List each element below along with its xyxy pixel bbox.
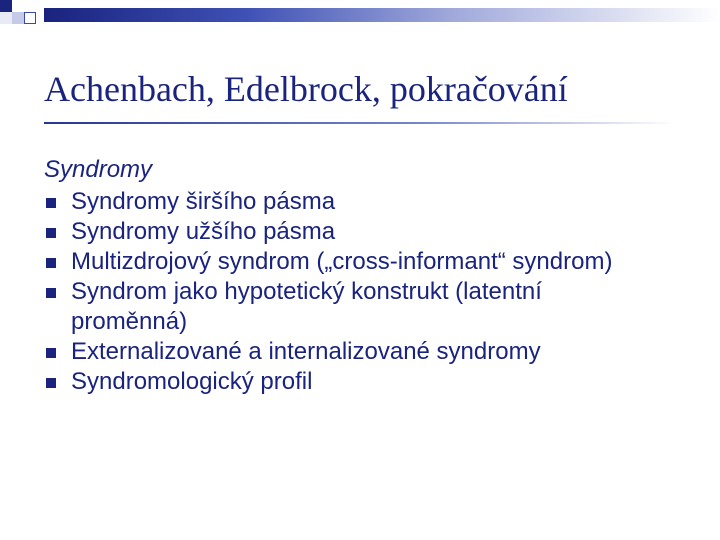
list-item [44, 247, 664, 277]
header-gradient-bar [44, 8, 720, 22]
corner-square [12, 12, 24, 24]
list-item-text: Externalizované a internalizované syndromy [71, 338, 541, 365]
list-item [44, 217, 664, 247]
list-item [44, 367, 664, 397]
list-item-text: Syndromy užšího pásma [71, 218, 336, 245]
list-item-text: Syndrom jako hypotetický konstrukt (latentní proměnná) [71, 278, 542, 335]
list-item-text: Syndromy širšího pásma [71, 188, 336, 215]
list-item [44, 337, 664, 367]
list-item-text: Syndromologický profil [71, 368, 313, 395]
list-item [44, 187, 664, 217]
slide-title: Achenbach, Edelbrock, pokračování [44, 69, 568, 109]
slide-body [44, 155, 664, 397]
corner-square [12, 0, 24, 12]
title-divider [44, 122, 676, 124]
section-subtitle: Syndromy [44, 156, 153, 183]
list-item [44, 277, 664, 337]
square-bullet-icon [46, 228, 56, 238]
list-item-text: Multizdrojový syndrom („cross-informant“ syndrom) [71, 248, 613, 275]
square-bullet-icon [46, 378, 56, 388]
square-bullet-icon [46, 288, 56, 298]
corner-square [0, 12, 12, 24]
square-bullet-icon [46, 348, 56, 358]
corner-square [24, 12, 36, 24]
corner-square [0, 0, 12, 12]
square-bullet-icon [46, 198, 56, 208]
bullet-list [44, 187, 664, 397]
square-bullet-icon [46, 258, 56, 268]
